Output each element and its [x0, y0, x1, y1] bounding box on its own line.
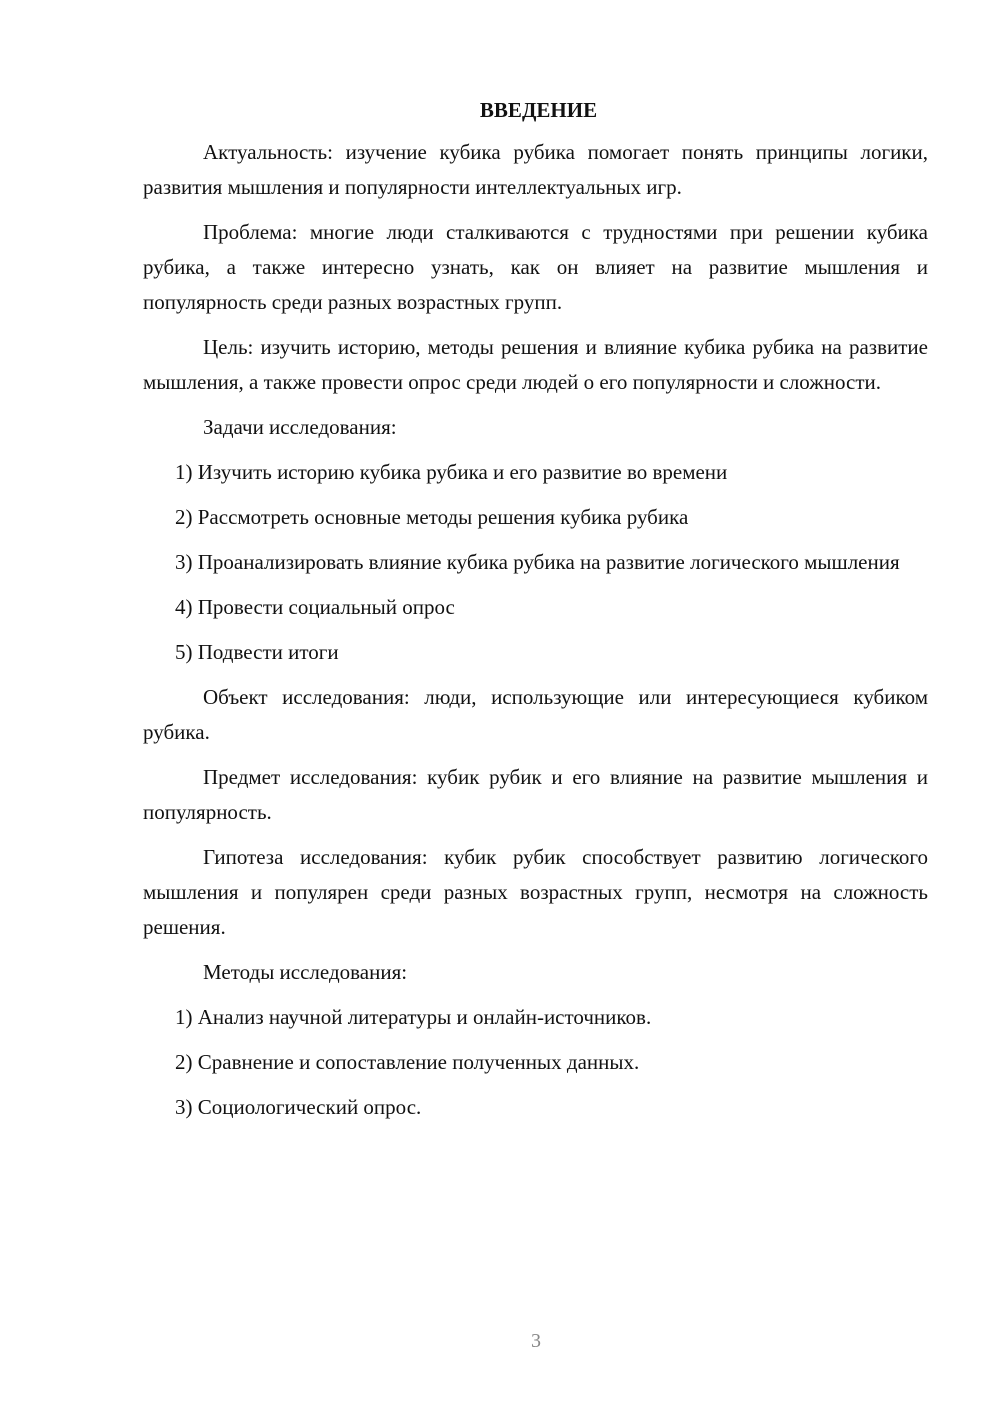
section-title: ВВЕДЕНИЕ: [479, 98, 598, 122]
method-item-3: 3) Социологический опрос.: [175, 1095, 422, 1119]
goal-paragraph: Цель: изучить историю, методы решения и влияние кубика рубика на развитие мышления, а также провести опрос среди людей о его популярности и сложности.: [143, 335, 928, 394]
spacer: [143, 990, 928, 1000]
task-item-4: 4) Провести социальный опрос: [175, 595, 455, 619]
spacer: [143, 750, 928, 760]
tasks-heading: Задачи исследования:: [203, 415, 397, 439]
spacer: [143, 670, 928, 680]
spacer: [143, 1035, 928, 1045]
subject-paragraph: Предмет исследования: кубик рубик и его влияние на развитие мышления и популярность.: [143, 765, 928, 824]
object-paragraph: Объект исследования: люди, использующие или интересующиеся кубиком рубика.: [143, 685, 928, 744]
spacer: [143, 1080, 928, 1090]
spacer: [143, 320, 928, 330]
spacer: [143, 205, 928, 215]
relevance-paragraph: Актуальность: изучение кубика рубика помогает понять принципы логики, развития мышления и популярности интеллектуальных игр.: [143, 140, 928, 199]
task-item-3: 3) Проанализировать влияние кубика рубика на развитие логического мышления: [175, 550, 900, 574]
method-item-2: 2) Сравнение и сопоставление полученных данных.: [175, 1050, 640, 1074]
methods-heading: Методы исследования:: [203, 960, 408, 984]
spacer: [143, 945, 928, 955]
task-item-2: 2) Рассмотреть основные методы решения кубика рубика: [175, 505, 689, 529]
hypothesis-paragraph: Гипотеза исследования: кубик рубик способствует развитию логического мышления и популярен среди разных возрастных групп, несмотря на сложность решения.: [143, 845, 928, 939]
document-body: [143, 92, 928, 1125]
page-number: 3: [531, 1330, 541, 1352]
spacer: [143, 830, 928, 840]
spacer: [143, 535, 928, 545]
spacer: [143, 625, 928, 635]
task-item-5: 5) Подвести итоги: [175, 640, 339, 664]
problem-paragraph: Проблема: многие люди сталкиваются с трудностями при решении кубика рубика, а также интересно узнать, как он влияет на развитие мышления и популярность среди разных возрастных групп.: [143, 220, 928, 314]
spacer: [143, 490, 928, 500]
spacer: [143, 445, 928, 455]
method-item-1: 1) Анализ научной литературы и онлайн-источников.: [175, 1005, 652, 1029]
task-item-1: 1) Изучить историю кубика рубика и его развитие во времени: [175, 460, 728, 484]
spacer: [143, 400, 928, 410]
spacer: [143, 580, 928, 590]
